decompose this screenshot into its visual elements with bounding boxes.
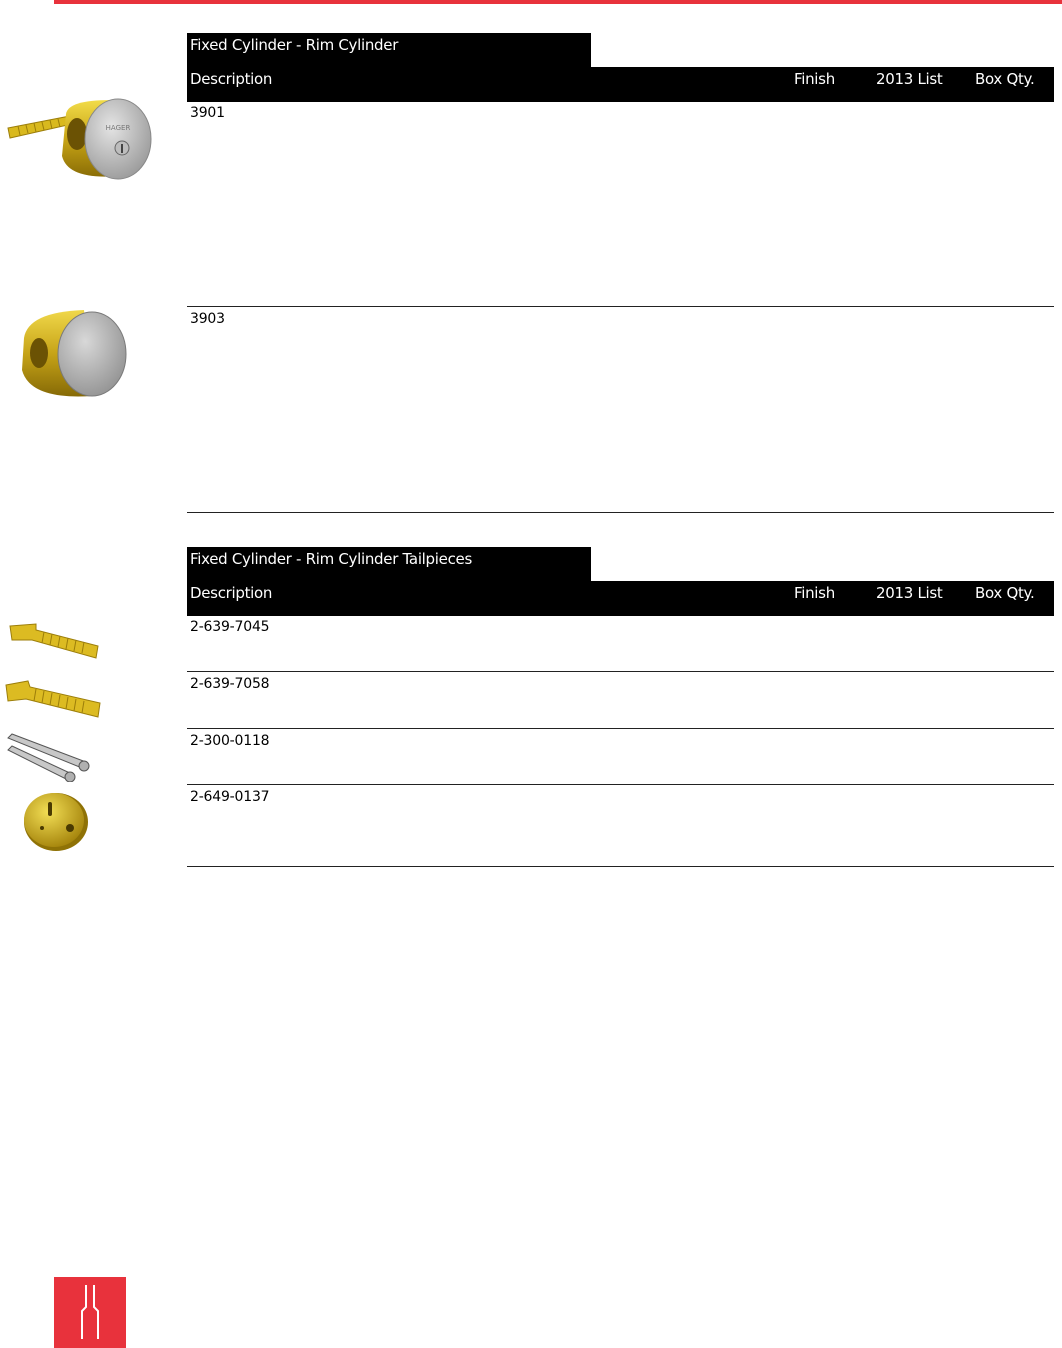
- row-divider: [187, 512, 1054, 513]
- section-title-rim-cylinder: Fixed Cylinder - Rim Cylinder: [187, 33, 591, 67]
- col-description: Description: [190, 70, 273, 88]
- part-number: 3901: [190, 105, 225, 121]
- part-number: 2-649-0137: [190, 789, 270, 805]
- row-divider: [187, 784, 1054, 785]
- top-accent-bar: [54, 0, 1062, 4]
- col-box-qty: Box Qty.: [975, 70, 1035, 88]
- rim-cylinder-blank-image: [14, 308, 130, 400]
- col-list-price: 2013 List: [876, 70, 943, 88]
- row-divider: [187, 728, 1054, 729]
- brand-logo: [54, 1277, 126, 1348]
- part-number: 2-300-0118: [190, 733, 270, 749]
- col-box-qty: Box Qty.: [975, 584, 1035, 602]
- cylinder-collar-image: [20, 788, 90, 852]
- section-title-tailpieces: Fixed Cylinder - Rim Cylinder Tailpieces: [187, 547, 591, 581]
- col-list-price: 2013 List: [876, 584, 943, 602]
- mounting-screws-image: [2, 730, 92, 782]
- part-number: 2-639-7045: [190, 619, 270, 635]
- part-number: 2-639-7058: [190, 676, 270, 692]
- row-divider: [187, 306, 1054, 307]
- part-number: 3903: [190, 311, 225, 327]
- tailpiece-long-image: [2, 673, 102, 719]
- rim-cylinder-keyed-image: [6, 96, 156, 186]
- row-divider: [187, 671, 1054, 672]
- col-finish: Finish: [794, 70, 835, 88]
- column-header-row: [187, 581, 1054, 616]
- svg-text:HAGER: HAGER: [105, 124, 131, 132]
- row-divider: [187, 866, 1054, 867]
- column-header-row: [187, 67, 1054, 102]
- tailpiece-short-image: [6, 618, 102, 662]
- col-description: Description: [190, 584, 273, 602]
- col-finish: Finish: [794, 584, 835, 602]
